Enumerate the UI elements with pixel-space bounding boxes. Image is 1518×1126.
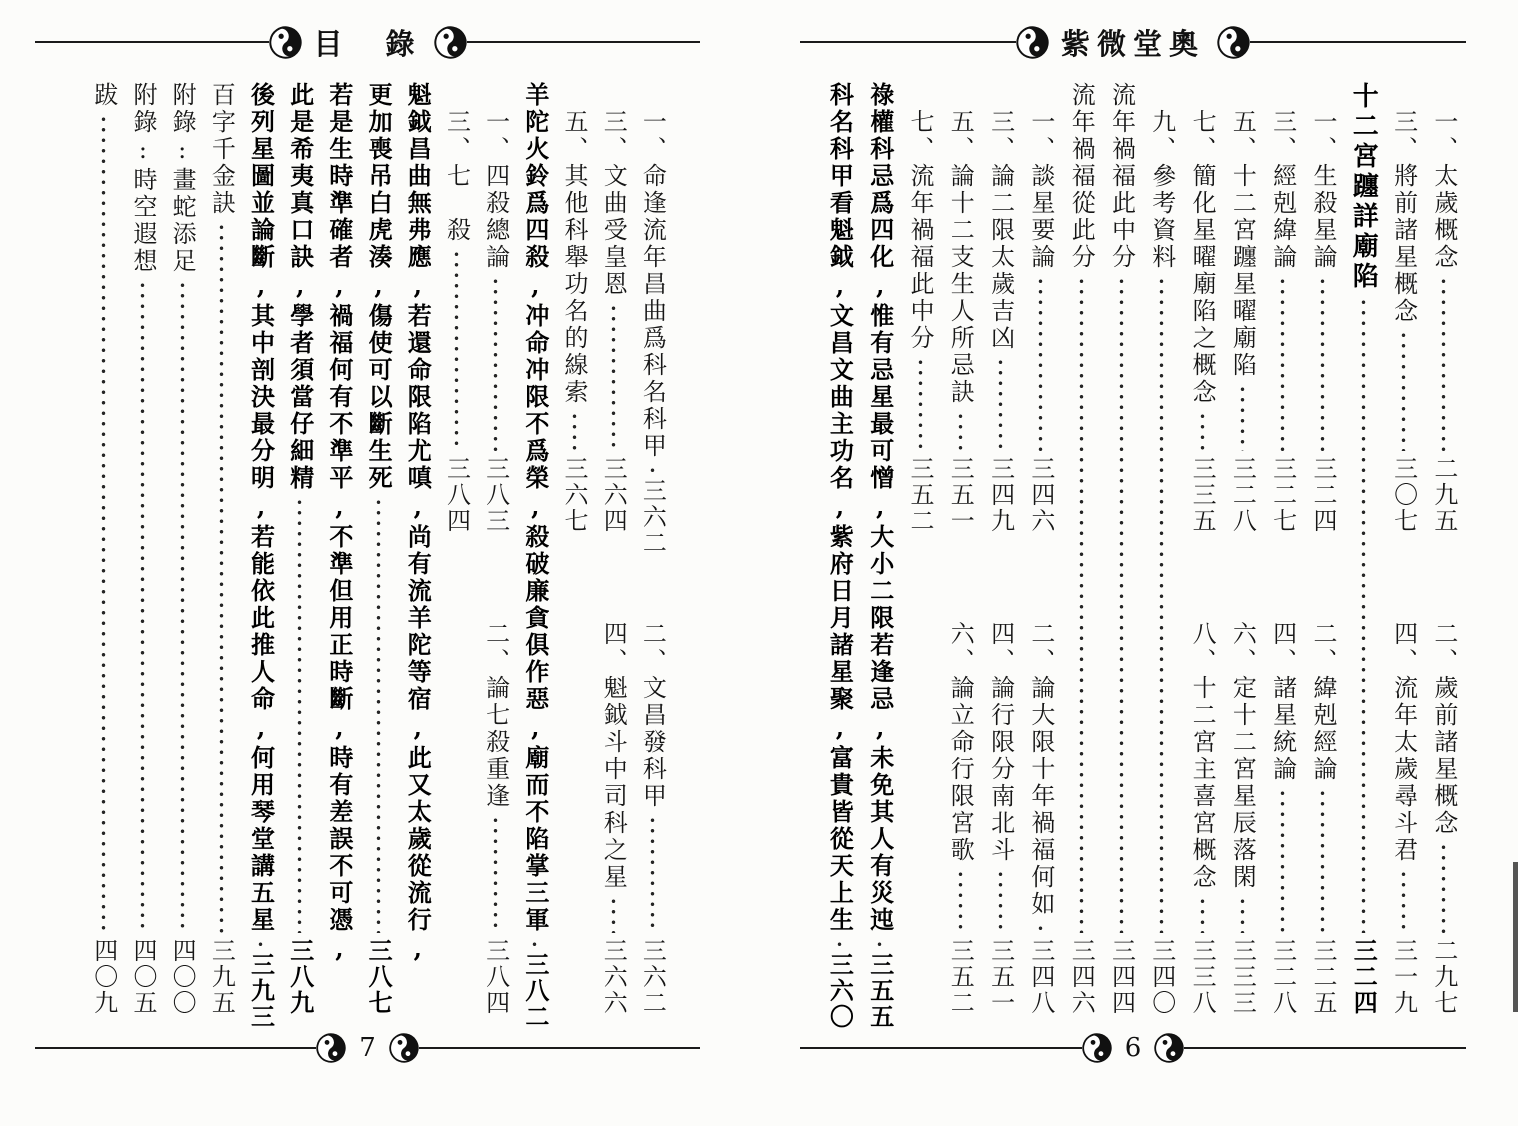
toc-entry [980,621,1020,1016]
toc-entry-page: 三五二 [906,456,934,535]
footer-rule [35,1047,316,1049]
dot-leader [492,276,499,451]
toc-column [1303,82,1343,1016]
toc-entry [202,82,241,1016]
toc-entry-page: 三六七 [560,456,589,535]
toc-entry-page: 三二八 [1228,456,1257,535]
toc-entry-title: 六、定十二宮星辰落閑 [1228,620,1257,891]
toc-column [594,82,633,1016]
toc-entry-page: 二九七 [1429,938,1458,1016]
toc-entry-page: 三九三 [246,952,276,1030]
toc-entry-title: 八、十二宮主喜宮概念 [1188,620,1217,891]
dot-leader [531,939,538,947]
toc-entry [241,82,280,1030]
toc-entry [594,82,633,534]
toc-entry-title: 六、論立命行限宮歌 [946,620,975,864]
toc-entry-page: 三四六 [1026,456,1055,535]
toc-column [163,82,202,1016]
toc-entry-page: 三八四 [481,938,510,1016]
dot-leader [1158,276,1165,933]
dot-leader [1037,923,1044,933]
dot-leader [492,815,499,933]
toc-entry [515,82,554,1030]
toc-column [476,82,515,1016]
column-gap [554,534,593,621]
column-gap [437,534,476,621]
toc-entry [900,621,940,1016]
toc-entry-page: 三五一 [986,938,1015,1016]
toc-columns-left [84,82,672,1030]
toc-entry-page: 三四八 [1026,938,1055,1016]
toc-entry-title: 四、諸星統論 [1268,620,1297,783]
toc-entry-title: 一、四殺總論 [481,109,510,271]
dot-leader [1319,276,1326,451]
toc-entry [319,82,358,1016]
toc-column [1101,82,1141,1016]
toc-entry [1383,621,1423,1016]
column-gap [476,534,515,621]
toc-entry [1303,82,1343,534]
toc-entry [594,621,633,1016]
toc-column [515,82,554,1030]
toc-entry-title: 附錄:畫蛇添足 [168,82,197,275]
toc-entry [1343,82,1383,1016]
toc-entry [980,82,1020,534]
toc-entry [633,621,672,1016]
header-rule [35,41,269,43]
dot-leader [1199,411,1206,451]
toc-entry-page: 三二八 [1268,938,1297,1016]
right-footer [800,1028,1466,1068]
toc-column [819,82,859,1030]
toc-column [280,82,319,1016]
toc-entry-title: 流年禍福此中分 [1107,82,1136,271]
toc-entry-page: 三六〇 [825,952,855,1030]
toc-entry [1383,82,1423,534]
toc-entry [1303,621,1343,1016]
column-gap [1383,534,1423,621]
toc-entry-page: 三八二 [520,952,550,1030]
toc-entry-page: 三八七 [364,938,394,1016]
toc-entry [123,82,162,1016]
dot-leader [957,411,964,451]
toc-entry [860,82,900,1030]
header-rule [800,41,1016,43]
dot-leader [610,896,617,933]
dot-leader [1400,869,1407,933]
toc-column [84,82,123,1016]
dot-leader [453,249,460,451]
dot-leader [876,939,883,947]
toc-column [1061,82,1101,1016]
footer-rule [1184,1047,1466,1049]
toc-entry-page: 三五五 [865,952,895,1030]
toc-column [900,82,940,1016]
dot-leader [649,465,656,473]
dot-leader [1319,788,1326,933]
left-page [35,0,700,1126]
column-gap [1263,534,1303,621]
toc-column [241,82,280,1030]
column-gap [1424,534,1464,621]
column-gap [594,534,633,621]
dot-leader [1239,896,1246,933]
toc-entry [940,621,980,1016]
toc-entry-title: 若是生時準確者,禍福何有不準平,不準但用正時斷,時有差誤不可憑, [324,82,354,966]
toc-entry-title: 二、論大限十年禍福何如 [1026,620,1055,918]
column-gap [1021,534,1061,621]
page-number: 6 [1124,1033,1142,1063]
toc-entry-page: 三六四 [599,456,628,535]
dot-leader [1440,842,1447,933]
toc-entry-title: 羊陀火鈴爲四殺,冲命冲限不爲榮,殺破廉貪俱作惡,廟而不陷掌三軍 [520,82,550,934]
column-gap [980,534,1020,621]
yinyang-icon [389,1033,419,1063]
toc-entry-page: 三六六 [599,938,628,1016]
toc-column [940,82,980,1016]
toc-entry-page: 三二七 [1268,456,1297,535]
dot-leader [997,869,1004,933]
toc-entry-title: 後列星圖並論斷,其中剖決最分明,若能依此推人命,何用琴堂講五星 [246,82,276,934]
toc-entry [1424,82,1464,534]
dot-leader [218,222,225,933]
toc-column [1383,82,1423,1016]
toc-column [1424,82,1464,1016]
toc-entry-title: 二、文昌發科甲 [638,620,667,810]
toc-entry [1061,82,1101,1016]
toc-entry-title: 三、文曲受皇恩 [599,109,628,298]
toc-entry [1101,82,1141,1016]
toc-entry-page: 三六二 [638,938,667,1016]
footer-rule [800,1047,1082,1049]
dot-leader [1037,276,1044,451]
toc-entry [437,82,476,534]
toc-entry-page: 四〇〇 [168,938,197,1016]
toc-entry-title: 二、緯剋經論 [1308,620,1337,783]
toc-entry-title: 祿權科忌爲四化,惟有忌星最可憎,大小二限若逢忌,未免其人有災迍 [865,82,895,934]
dot-leader [1118,276,1125,933]
toc-entry [1142,82,1182,1016]
toc-entry [1263,621,1303,1016]
toc-entry [554,621,593,1016]
yinyang-icon [1217,26,1250,59]
toc-entry-title: 一、生殺星論 [1308,109,1337,271]
dot-leader [571,411,578,451]
toc-entry [1182,82,1222,534]
yinyang-icon [316,1033,346,1063]
dot-leader [375,497,382,933]
toc-entry-page: 二九五 [1429,456,1458,535]
right-page [800,0,1466,1126]
dot-leader [139,280,146,933]
toc-entry-page: 三八九 [285,938,315,1016]
footer-rule [419,1047,700,1049]
yinyang-icon [1016,26,1049,59]
toc-entry-page: 三二四 [1349,938,1379,1016]
dot-leader [997,357,1004,451]
toc-entry-title: 流年禍福從此分 [1067,82,1096,271]
toc-column [1142,82,1182,1016]
toc-entry-title: 二、歲前諸星概念 [1429,620,1458,837]
toc-entry [819,82,859,1030]
toc-entry-page: 三五一 [946,456,975,535]
toc-entry-title: 一、太歲概念 [1429,109,1458,271]
yinyang-icon [434,26,467,59]
yinyang-icon [269,26,302,59]
toc-entry-title: 五、十二宮躔星曜廟陷 [1228,109,1257,379]
scan-artifact [1513,862,1518,1012]
toc-entry [359,82,398,1016]
toc-entry-title: 一、命逢流年昌曲爲科名科甲 [638,109,667,460]
toc-column [437,82,476,1016]
dot-leader [1239,384,1246,451]
right-header [800,22,1466,62]
column-gap [1182,534,1222,621]
dot-leader [649,815,656,933]
toc-entry-title: 九、參考資料 [1147,109,1176,271]
dot-leader [610,303,617,451]
toc-entry [554,82,593,534]
left-footer [35,1028,700,1068]
toc-entry [1021,82,1061,534]
toc-entry-page: 三八四 [442,456,471,535]
toc-column [633,82,672,1016]
toc-entry-page: 三二四 [1308,456,1337,535]
toc-entry-title: 附錄:時空遐想 [128,82,157,275]
toc-entry [900,82,940,534]
toc-entry [1424,621,1464,1016]
toc-entry-page: 三四六 [1067,938,1096,1016]
dot-leader [1078,276,1085,933]
page-header-title: 紫微堂奧 [1061,26,1206,61]
toc-entry-title: 更加喪吊白虎湊,傷使可以斷生死 [364,82,394,492]
toc-column [359,82,398,1016]
toc-entry-title: 二、論七殺重逢 [481,620,510,810]
dot-leader [836,939,843,947]
toc-entry-page: 三五二 [946,938,975,1016]
toc-column [1021,82,1061,1016]
toc-entry [1222,621,1262,1016]
toc-entry-title: 四、論行限分南北斗 [986,620,1015,864]
toc-entry-page: 三三八 [1188,938,1217,1016]
toc-entry [163,82,202,1016]
toc-entry-title: 魁鉞昌曲無弗應,若還命限陷尤嗔,尚有流羊陀等宿,此又太歲從流行, [403,82,433,966]
toc-entry [1263,82,1303,534]
toc-entry-title: 三、將前諸星概念 [1389,109,1418,325]
header-rule [467,41,701,43]
dot-leader [1400,330,1407,451]
dot-leader [179,280,186,933]
toc-entry-page: 三〇七 [1389,456,1418,535]
toc-entry-page: 四〇九 [89,938,118,1016]
page-header-title: 目 錄 [313,26,422,61]
dot-leader [257,939,264,947]
yinyang-icon [1154,1033,1184,1063]
toc-entry [1021,621,1061,1016]
toc-column [319,82,358,1016]
toc-entry-title: 一、談星要論 [1026,109,1055,271]
dot-leader [917,357,924,451]
toc-entry-title: 三、經剋緯論 [1268,109,1297,271]
toc-column [554,82,593,1016]
toc-column [1343,82,1383,1016]
toc-columns-right [819,82,1464,1030]
toc-entry-title: 百字千金訣 [207,82,236,217]
toc-entry-title: 三、七 殺 [442,109,471,244]
toc-entry-title: 四、流年太歲尋斗君 [1389,620,1418,864]
header-rule [1250,41,1466,43]
toc-entry-page: 三二五 [1308,938,1337,1016]
dot-leader [1279,788,1286,933]
toc-column [202,82,241,1016]
toc-entry-page: 四〇五 [128,938,157,1016]
toc-entry [476,621,515,1016]
toc-column [398,82,437,1016]
left-header [35,22,700,62]
toc-entry-page: 三四四 [1107,938,1136,1016]
toc-entry [84,82,123,1016]
toc-entry-title: 科名科甲看魁鉞,文昌文曲主功名,紫府日月諸星聚,富貴皆從天上生 [825,82,855,934]
dot-leader [1279,276,1286,451]
toc-entry [1222,82,1262,534]
toc-column [1182,82,1222,1016]
toc-entry-title: 七、簡化星曜廟陷之概念 [1188,109,1217,406]
column-gap [900,534,940,621]
toc-entry-page: 三四〇 [1147,938,1176,1016]
toc-entry-page: 三九五 [207,938,236,1016]
toc-column [980,82,1020,1016]
toc-entry-page: 三六二 [638,478,667,556]
page-number: 7 [359,1033,376,1063]
toc-entry-title: 跋 [89,82,118,109]
column-gap [940,534,980,621]
toc-entry-page: 三四九 [986,456,1015,535]
toc-entry [476,82,515,534]
column-gap [1222,534,1262,621]
toc-entry-page: 三三三 [1228,938,1257,1016]
toc-entry-title: 此是希夷真口訣,學者須當仔細精 [285,82,315,492]
dot-leader [296,497,303,933]
toc-column [1263,82,1303,1016]
toc-column [860,82,900,1030]
dot-leader [100,114,107,933]
dot-leader [1360,297,1367,933]
toc-column [123,82,162,1016]
column-gap [633,534,672,621]
toc-entry [633,82,672,556]
toc-entry [940,82,980,534]
yinyang-icon [1082,1033,1112,1063]
dot-leader [1199,896,1206,933]
toc-entry-page: 三一九 [1389,938,1418,1016]
toc-entry-title: 五、其他科舉功名的線索 [560,109,589,406]
toc-entry-page: 三八三 [481,456,510,535]
toc-entry-title: 三、論二限太歲吉凶 [986,109,1015,352]
toc-entry [280,82,319,1016]
toc-column [1222,82,1262,1016]
toc-entry-title: 五、論十二支生人所忌訣 [946,109,975,406]
toc-entry [1182,621,1222,1016]
toc-entry-title: 七、流年禍福此中分 [906,109,934,352]
dot-leader [1440,276,1447,451]
toc-entry [437,621,476,1016]
toc-entry-title: 四、魁鉞斗中司科之星 [599,620,628,891]
toc-entry-page: 三三五 [1188,456,1217,535]
column-gap [1303,534,1343,621]
dot-leader [957,869,964,933]
toc-entry [398,82,437,1016]
toc-entry-title: 十二宮躔詳廟陷 [1348,82,1379,292]
